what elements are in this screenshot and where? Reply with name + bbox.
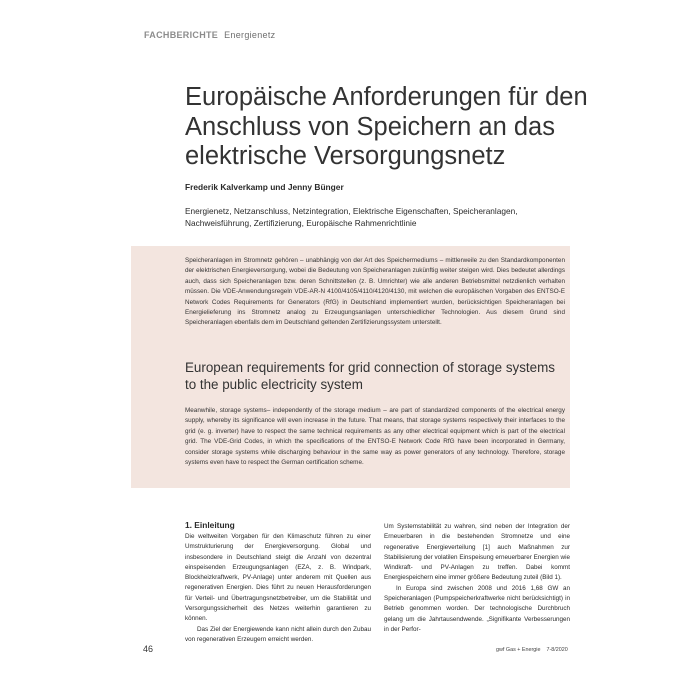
abstract-english: Meanwhile, storage systems– independently of the storage medium – are part of standardized components of the electrical energy supply, whereby its significance will even increase in the future. That means, that storage systems respectively their interfaces to the grid (e. g. inverter) have to respect the same technical requirements as any other electrical equipment which is part of the electrical grid. The VDE-Grid Codes, in which the specifications of the ENTSO-E Network Code RfG have been incorporated in Germany, consider storage systems while discharging behaviour in the same way as power generators of any technology. Therefore, storage systems even have to respect the German certification scheme. bbox=[185, 407, 565, 467]
article-authors: Frederik Kalverkamp und Jenny Bünger bbox=[185, 182, 344, 192]
article-title: Europäische Anforderungen für den Anschluss von Speichern an das elektrische Versorgungsnetz bbox=[185, 83, 588, 170]
body-paragraph: Um Systemstabilität zu wahren, sind neben der Integration der Erneuerbaren in die bestehenden Stromnetze und eine regenerative Energieverteilung [1] auch Maßnahmen zur Stabilisierung der volatilen Einspeisung erneuerbarer Energien wie Windkraft- und PV-Anlagen zu treffen. Dabei kommt Energiespeichern eine immer größere Bedeutung zuteil (Bild 1). bbox=[384, 523, 570, 582]
body-column-left bbox=[185, 520, 371, 645]
section-label: FACHBERICHTE bbox=[144, 30, 219, 40]
journal-issue: 7-8/2020 bbox=[546, 647, 568, 653]
page-number: 46 bbox=[143, 644, 154, 654]
abstract-german: Speicheranlagen im Stromnetz gehören – unabhängig von der Art des Speichermediums – mittlerweile zu den Standardkomponenten der elektrischen Energieversorgung, wobei die Bedeutung von Speicheranlagen zukünftig weiter steigen wird. Dies bedeutet allerdings auch, dass sich Speicheranlagen bzw. deren Schnittstellen (z. B. Umrichter) wie alle anderen Betriebsmittel netzdienlich verhalten müssen. Die VDE-Anwendungsregeln VDE-AR-N 4100/4105/4110/4120/4130, mit welchen die europäischen Vorgaben des ENTSO-E Network Codes Requirements for Generators (RfG) in Deutschland implementiert wurden, berücksichtigen Speicheranlagen bei Energielieferung ins Stromnetz analog zu Erzeugungsanlagen unterschiedlicher Technologien. Aus diesem Grund sind Speicheranlagen ebenfalls dem im Deutschland geltenden Zertifizierungssystem unterstellt. bbox=[185, 257, 565, 327]
section-header bbox=[144, 30, 275, 40]
body-paragraph: In Europa sind zwischen 2008 und 2016 1,68 GW an Speicheranlagen (Pumpspeicherkraftwerke nicht berücksichtigt) in Betrieb genommen worden. Der technologische Durchbruch gelang um die Jahrtausendwende. „Signifikante Verbesserungen in der Perfor- bbox=[384, 584, 570, 633]
body-column-right bbox=[384, 522, 570, 635]
section-heading: 1. Einleitung bbox=[185, 520, 235, 530]
english-title: European requirements for grid connection of storage systems to the public electricity system bbox=[185, 360, 555, 392]
journal-footer bbox=[496, 647, 568, 653]
body-paragraph: Die weltweiten Vorgaben für den Klimaschutz führen zu einer Umstrukturierung der Energieversorgung. Global und insbesondere in Deutschland steigt die Anzahl von dezentral einspeisenden Erzeugungsanlagen (EZA, z. B. Windpark, Blockheizkraftwerk, PV-Anlage) unter anderem mit Quellen aus regenerativen Energien. Dies führt zu neuen Herausforderungen für Verteil- und Übertragungsnetzbetreiber, um die Stabilität und Versorgungssicherheit des Netzes weiterhin garantieren zu können. bbox=[185, 533, 371, 623]
article-keywords: Energienetz, Netzanschluss, Netzintegration, Elektrische Eigenschaften, Speicheranlagen, Nachweisführung, Zertifizierung, Europäische Rahmenrichtlinie bbox=[185, 206, 518, 228]
subsection-label: Energienetz bbox=[224, 30, 276, 40]
journal-name: gwf Gas + Energie bbox=[496, 647, 541, 653]
body-paragraph: Das Ziel der Energiewende kann nicht allein durch den Zubau von regenerativen Erzeugern erreicht werden. bbox=[185, 625, 371, 643]
